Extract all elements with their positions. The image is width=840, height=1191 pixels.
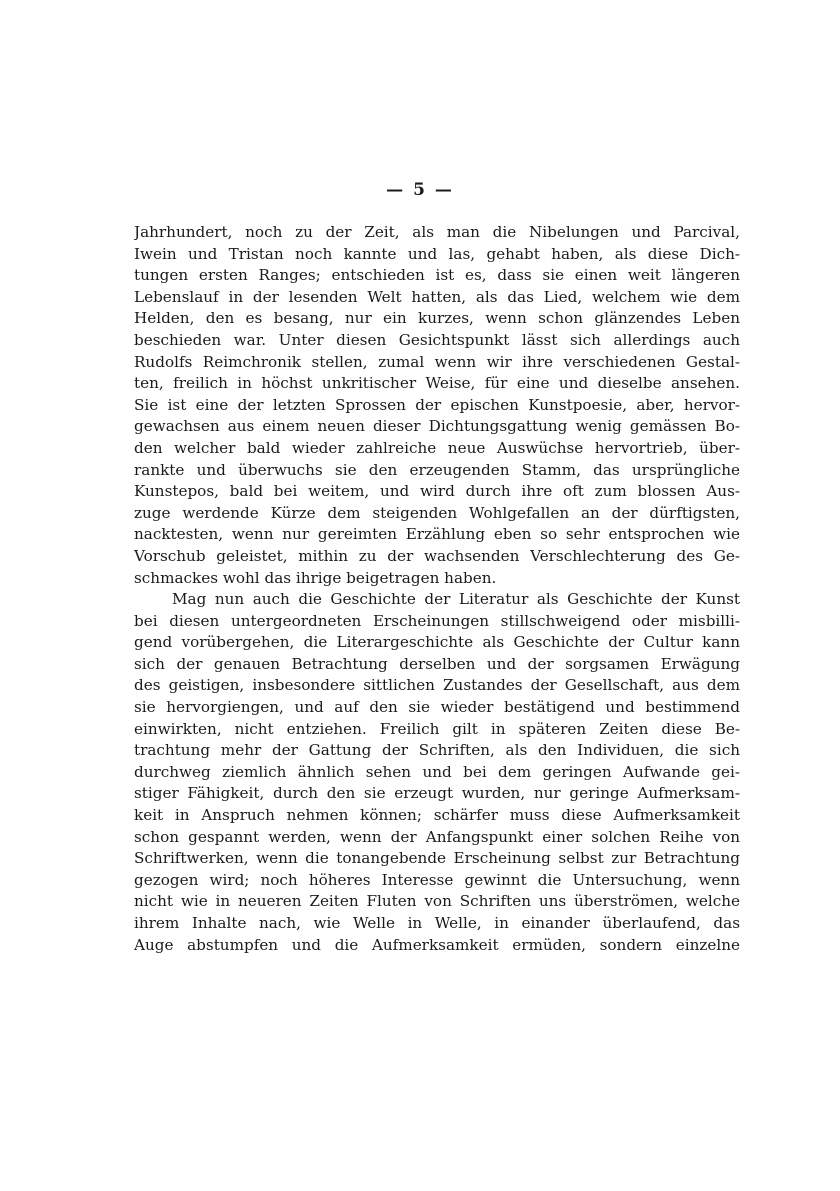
text-line: Jahrhundert, noch zu der Zeit, als man die Nibelungen und Parcival, xyxy=(134,223,740,241)
text-line: den welcher bald wieder zahlreiche neue Auswüchse hervortrieb, über- xyxy=(134,438,740,457)
body-text xyxy=(134,222,740,956)
text-line: tungen ersten Ranges; entschieden ist es, dass sie einen weit längeren xyxy=(134,266,740,285)
text-line: Rudolfs Reimchronik stellen, zumal wenn wir ihre verschiedenen Gestal- xyxy=(134,352,740,371)
text-line: bei diesen untergeordneten Erscheinungen stillschweigend oder misbilli- xyxy=(134,611,740,630)
text-line: gezogen wird; noch höheres Interesse gewinnt die Untersuchung, wenn xyxy=(134,870,740,889)
text-line: beschieden war. Unter diesen Gesichtspunkt lässt sich allerdings auch xyxy=(134,330,740,349)
text-line: durchweg ziemlich ähnlich sehen und bei dem geringen Aufwande gei- xyxy=(134,762,740,781)
text-line: sie hervorgiengen, und auf den sie wieder bestätigend und bestimmend xyxy=(134,698,740,717)
page-number: — 5 — xyxy=(386,180,454,200)
text-line: sich der genauen Betrachtung derselben und der sorgsamen Erwägung xyxy=(134,654,740,673)
text-line: nicht wie in neueren Zeiten Fluten von Schriften uns überströmen, welche xyxy=(134,892,740,911)
text-line: einwirkten, nicht entziehen. Freilich gilt in späteren Zeiten diese Be- xyxy=(134,719,740,738)
text-line: gend vorübergehen, die Literargeschichte als Geschichte der Cultur kann xyxy=(134,633,740,652)
text-line: schon gespannt werden, wenn der Anfangspunkt einer solchen Reihe von xyxy=(134,827,740,846)
text-line: stiger Fähigkeit, durch den sie erzeugt wurden, nur geringe Aufmerksam- xyxy=(134,784,740,803)
text-line: zuge werdende Kürze dem steigenden Wohlgefallen an der dürftigsten, xyxy=(134,503,740,522)
text-line: ten, freilich in höchst unkritischer Weise, für eine und dieselbe ansehen. xyxy=(134,374,740,393)
text-line: trachtung mehr der Gattung der Schriften, als den Individuen, die sich xyxy=(134,741,740,760)
text-line: Auge abstumpfen und die Aufmerksamkeit ermüden, sondern einzelne xyxy=(134,935,740,954)
text-line: nacktesten, wenn nur gereimten Erzählung eben so sehr entsprochen wie xyxy=(134,525,740,544)
paragraph-start-line: Mag nun auch die Geschichte der Literatur als Geschichte der Kunst xyxy=(172,590,740,609)
text-line: Schriftwerken, wenn die tonangebende Erscheinung selbst zur Betrachtung xyxy=(134,849,740,868)
text-line: ihrem Inhalte nach, wie Welle in Welle, in einander überlaufend, das xyxy=(134,914,740,932)
text-line: Sie ist eine der letzten Sprossen der epischen Kunstpoesie, aber, hervor- xyxy=(134,395,740,414)
text-line: rankte und überwuchs sie den erzeugenden Stamm, das ursprüngliche xyxy=(134,460,740,479)
text-line: des geistigen, insbesondere sittlichen Zustandes der Gesellschaft, aus dem xyxy=(134,676,740,695)
text-line: Kunstepos, bald bei weitem, und wird durch ihre oft zum blossen Aus- xyxy=(134,482,740,501)
text-line: Helden, den es besang, nur ein kurzes, wenn schon glänzendes Leben xyxy=(134,309,740,328)
text-line: Iwein und Tristan noch kannte und las, gehabt haben, als diese Dich- xyxy=(134,244,740,263)
text-line: keit in Anspruch nehmen können; schärfer muss diese Aufmerksamkeit xyxy=(134,806,740,825)
paragraph-end-line: schmackes wohl das ihrige beigetragen haben. xyxy=(134,568,497,587)
text-line: gewachsen aus einem neuen dieser Dichtungsgattung wenig gemässen Bo- xyxy=(134,417,740,436)
text-line: Lebenslauf in der lesenden Welt hatten, als das Lied, welchem wie dem xyxy=(134,287,740,306)
text-line: Vorschub geleistet, mithin zu der wachsenden Verschlechterung des Ge- xyxy=(134,546,740,565)
